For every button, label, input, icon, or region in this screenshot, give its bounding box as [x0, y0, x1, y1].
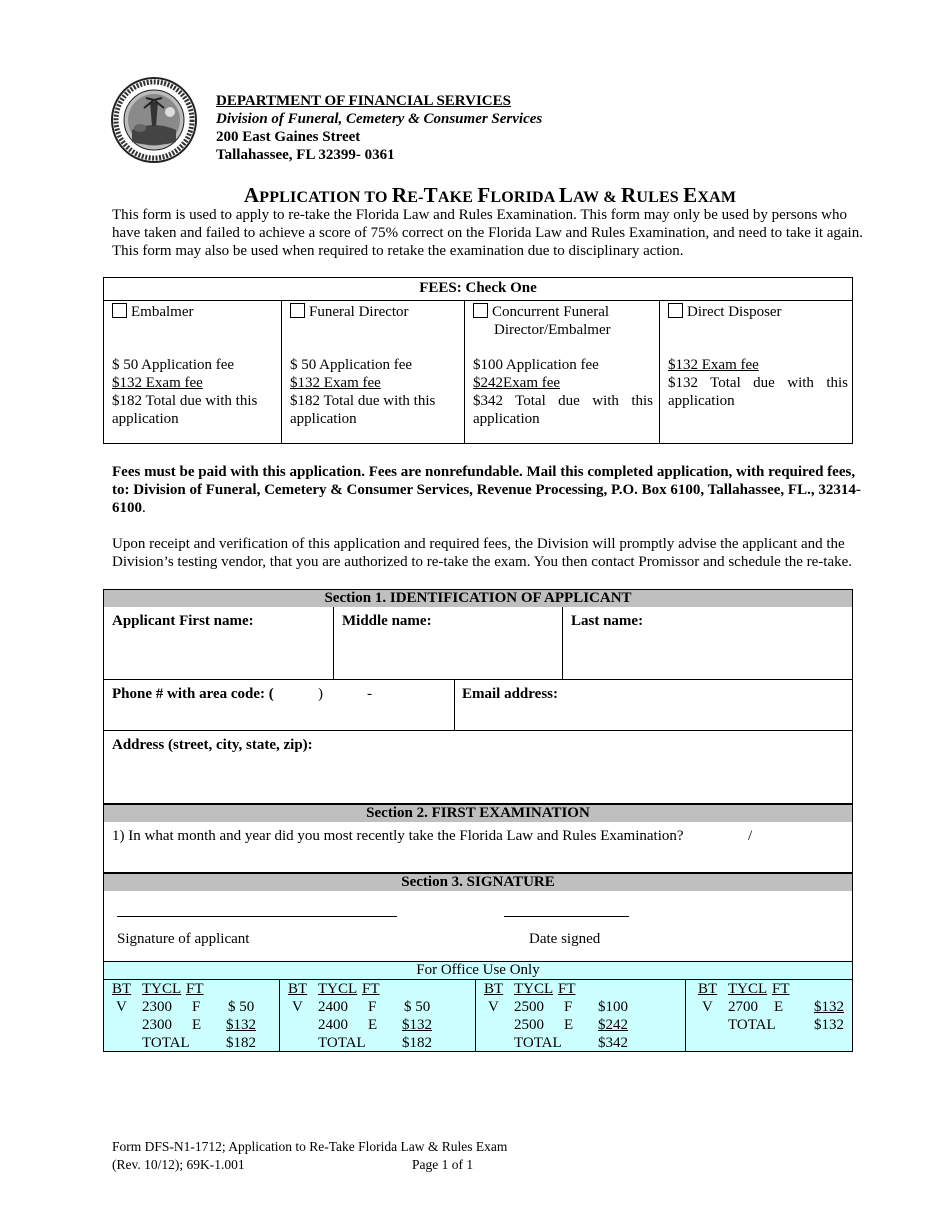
address-row: [103, 731, 853, 804]
address-label: Address (street, city, state, zip):: [112, 737, 313, 753]
fee-line: $ 50 Application fee: [112, 357, 235, 373]
phone-dash: -: [367, 686, 372, 702]
date-label: Date signed: [529, 931, 601, 947]
office-col-direct-disposer: [686, 980, 852, 1051]
office-code: F: [564, 999, 573, 1015]
phone-paren: ): [318, 686, 323, 702]
office-total: $342: [598, 1035, 628, 1051]
contact-row: [103, 680, 853, 731]
revision: (Rev. 10/12); 69K-1.001: [112, 1157, 245, 1172]
office-code: V: [488, 999, 499, 1015]
form-footer: [112, 1138, 507, 1174]
office-code-header: FT: [186, 981, 204, 997]
direct-disposer-checkbox[interactable]: [668, 303, 683, 318]
section2-heading: Section 2. FIRST EXAMINATION: [103, 804, 853, 823]
office-code-header: TYCL: [514, 981, 554, 997]
fee-line: $242Exam fee: [473, 375, 561, 391]
street-address: 200 East Gaines Street: [216, 129, 361, 145]
office-code: 2500: [514, 1017, 544, 1033]
office-col-concurrent: [476, 980, 686, 1051]
fee-line: $100 Application fee: [473, 357, 599, 373]
office-amount: $242: [598, 1017, 628, 1033]
office-total-label: TOTAL: [728, 1017, 776, 1033]
office-total-label: TOTAL: [514, 1035, 562, 1051]
fee-line: $ 50 Application fee: [290, 357, 413, 373]
payment-notice: Fees must be paid with this application. Fees are nonrefundable. Mail this completed application, with required fees, to: Division of Funeral, Cemetery & Consumer Services, Revenue Processing, P.O. Box 6100, Tallahassee, FL., 32314-6100.: [112, 464, 861, 516]
office-code-header: FT: [772, 981, 790, 997]
office-use-heading: For Office Use Only: [104, 962, 852, 980]
office-col-embalmer: [104, 980, 280, 1051]
office-total: $182: [402, 1035, 432, 1051]
intro-paragraph: This form is used to apply to re-take the Florida Law and Rules Examination. This form may only be used by persons who have taken and failed to achieve a score of 75% correct on the Florida Law and Rules Examination, and need to take it again. This form may also be used when required to retake the examination due to disciplinary action.: [112, 207, 863, 259]
office-code-header: BT: [698, 981, 718, 997]
date-line[interactable]: [504, 916, 629, 917]
fees-table: [103, 277, 853, 444]
section1-heading: Section 1. IDENTIFICATION OF APPLICANT: [103, 589, 853, 608]
fees-heading: FEES: Check One: [104, 278, 852, 301]
office-code-header: BT: [112, 981, 132, 997]
office-code: 2300: [142, 1017, 172, 1033]
office-amount: $132: [814, 999, 844, 1015]
concurrent-checkbox[interactable]: [473, 303, 488, 318]
office-code: E: [774, 999, 784, 1015]
signature-label: Signature of applicant: [117, 931, 250, 947]
office-code: 2300: [142, 999, 172, 1015]
form-title: APPLICATION TO RE-TAKE FLORIDA LAW & RULES EXAM: [243, 183, 737, 207]
office-code: E: [564, 1017, 574, 1033]
fee-option-label: Direct Disposer: [687, 304, 782, 320]
office-code: V: [116, 999, 127, 1015]
fee-option-label: Embalmer: [131, 304, 194, 320]
office-code: F: [192, 999, 201, 1015]
fee-option-funeral-director: [282, 301, 465, 443]
office-code: 2500: [514, 999, 544, 1015]
office-code-header: BT: [484, 981, 504, 997]
fee-line: $132 Exam fee: [668, 357, 759, 373]
office-amount: $132: [226, 1017, 256, 1033]
fee-option-label: Concurrent Funeral: [492, 304, 610, 320]
fee-option-direct-disposer: [660, 301, 854, 443]
exam-date-question: 1) In what month and year did you most recently take the Florida Law and Rules Examination?: [112, 828, 684, 844]
signature-line[interactable]: [117, 916, 397, 917]
agency-header: [216, 92, 542, 164]
office-code-header: TYCL: [318, 981, 358, 997]
fee-option-concurrent: [465, 301, 660, 443]
section3-heading: Section 3. SIGNATURE: [103, 873, 853, 892]
fee-option-label: Funeral Director: [309, 304, 409, 320]
division-name: Division of Funeral, Cemetery & Consumer Services: [216, 111, 543, 127]
office-code: V: [702, 999, 713, 1015]
state-seal-logo: [110, 76, 198, 164]
office-code: F: [368, 999, 377, 1015]
first-name-label: Applicant First name:: [112, 613, 254, 629]
office-code: E: [368, 1017, 378, 1033]
city-state-zip: Tallahassee, FL 32399- 0361: [216, 147, 395, 163]
form-id: Form DFS-N1-1712; Application to Re-Take Florida Law & Rules Exam: [112, 1139, 508, 1154]
department-name: DEPARTMENT OF FINANCIAL SERVICES: [216, 93, 511, 109]
office-amount: $ 50: [404, 999, 431, 1015]
middle-name-label: Middle name:: [342, 613, 432, 629]
office-use-table: [103, 961, 853, 1052]
fee-option-label-line2: Director/Embalmer: [494, 322, 611, 338]
office-total: $132: [814, 1017, 844, 1033]
office-code: 2700: [728, 999, 758, 1015]
office-amount: $100: [598, 999, 628, 1015]
office-amount: $ 50: [228, 999, 255, 1015]
fee-option-embalmer: [104, 301, 282, 443]
office-code: V: [292, 999, 303, 1015]
exam-date-slash: /: [748, 828, 753, 844]
fee-total: $182 Total due with this application: [290, 393, 436, 427]
office-total-label: TOTAL: [318, 1035, 366, 1051]
fee-line: $132 Exam fee: [112, 375, 203, 391]
processing-info: Upon receipt and verification of this application and required fees, the Division will promptly advise the applicant and the Division’s testing vendor, that you are authorized to re-take the exam. You then contact Promissor and schedule the re-take.: [112, 536, 853, 570]
fee-total: $132 Total due with this application: [668, 375, 848, 409]
office-code-header: FT: [558, 981, 576, 997]
signature-row: [103, 891, 853, 962]
office-total-label: TOTAL: [142, 1035, 190, 1051]
office-code-header: BT: [288, 981, 308, 997]
funeral-director-checkbox[interactable]: [290, 303, 305, 318]
last-name-label: Last name:: [571, 613, 644, 629]
fee-total: $182 Total due with this application: [112, 393, 258, 427]
phone-label: Phone # with area code: (: [112, 686, 274, 702]
office-code-header: TYCL: [142, 981, 182, 997]
office-total: $182: [226, 1035, 256, 1051]
office-code: E: [192, 1017, 202, 1033]
fee-line: $132 Exam fee: [290, 375, 381, 391]
exam-date-row: [103, 822, 853, 873]
office-amount: $132: [402, 1017, 432, 1033]
email-label: Email address:: [462, 686, 558, 702]
name-row: [103, 607, 853, 680]
office-code: 2400: [318, 999, 348, 1015]
embalmer-checkbox[interactable]: [112, 303, 127, 318]
page-number: Page 1 of 1: [412, 1157, 474, 1172]
office-col-funeral-director: [280, 980, 476, 1051]
office-code: 2400: [318, 1017, 348, 1033]
fee-total: $342 Total due with this application: [473, 393, 653, 427]
office-code-header: FT: [362, 981, 380, 997]
office-code-header: TYCL: [728, 981, 768, 997]
